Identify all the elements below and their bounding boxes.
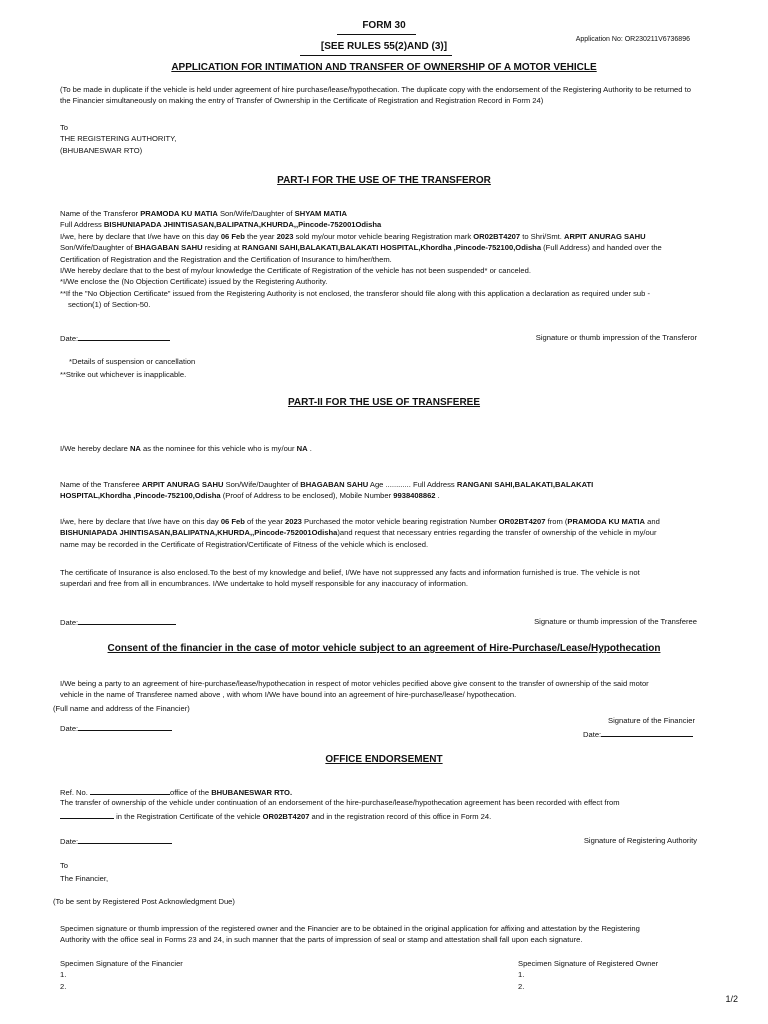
main-title: APPLICATION FOR INTIMATION AND TRANSFER OF OWNERSHIP OF A MOTOR VEHICLE: [171, 62, 597, 73]
transferor-signature-label: Signature or thumb impression of the Transferor: [535, 333, 697, 342]
transferee-residence-line: Son/Wife/Daughter of BHAGABAN SAHU residing at RANGANI SAHI,BALAKATI,BALAKATI HOSPITAL,Khordha ,Pincode-752100,Odisha (Full Address) and handed over the: [60, 243, 662, 253]
financier-specimen: Specimen Signature of the Financier 1. 2.: [60, 959, 183, 991]
ref-number-blank[interactable]: [90, 786, 170, 795]
application-number: Application No: OR230211V6736896: [575, 36, 690, 43]
nominee-value: NA: [129, 444, 141, 453]
suspension-note: *Details of suspension or cancellation: [69, 357, 196, 366]
rto-name: BHUBANESWAR RTO.: [211, 788, 293, 797]
financier-signature-label: Signature of the Financier: [608, 716, 695, 725]
sale-declaration-line: I/we, here by declare that I/we have on this day 06 Feb the year 2023 sold my/our motor vehicle bearing Registration mark OR02BT4207 to Shri/Smt. ARPIT ANURAG SAHU: [60, 231, 646, 241]
addressee-to: To: [60, 123, 69, 132]
transferor-name-line: Name of the Transferor PRAMODA KU MATIA Son/Wife/Daughter of SHYAM MATIA: [60, 209, 347, 218]
mobile-number: 9938408862: [393, 491, 436, 501]
date-blank[interactable]: [78, 332, 170, 341]
part2-date: Date:: [60, 616, 176, 628]
part1-line6: I/We hereby declare that to the best of my/our knowledge the Certificate of Registration of the vehicle has not been suspended* or canceled.: [60, 266, 531, 276]
transferor-address: BISHUNIAPADA JHINTISASAN,BALIPATNA,KHURDA,,Pincode-752001Odisha: [103, 220, 382, 230]
date-blank[interactable]: [78, 616, 176, 625]
part1-line8: **If the "No Objection Certificate" issued from the Registering Authority is not enclosed, the transferor should file along with this application a declaration as required under sub -: [60, 288, 651, 298]
strike-note: **Strike out whichever is inapplicable.: [60, 370, 187, 379]
transferee-address-2: HOSPITAL,Khordha ,Pincode-752100,Odisha: [60, 491, 221, 501]
transferee-signature-label: Signature or thumb impression of the Transferee: [534, 617, 697, 626]
part1-line7: *I/We enclose the (No Objection Certificate) issued by the Registering Authority.: [60, 277, 328, 287]
purchase-declaration: I/we, here by declare that I/we have on this day 06 Feb of the year 2023 Purchased the motor vehicle bearing registration Number OR02BT4207 from (PRAMODA KU MATIA and BISHUNIAPADA JHINTISASAN,BALIPATNA,KHURDA,,Pincode-752001Odisha)and request that necessary entries regarding the transfer of ownership of the vehicle in my/our name may be recorded in the Certificate of Registration/Certificate of Fitness of the vehicle which is enclosed.: [60, 517, 660, 549]
consent-date-right: Date:: [583, 728, 693, 740]
rules-underline: [300, 55, 452, 56]
part1-body: [60, 208, 710, 311]
office-date: Date:: [60, 835, 172, 847]
transferor-address-line: Full Address BISHUNIAPADA JHINTISASAN,BALIPATNA,KHURDA,,Pincode-752001Odisha: [60, 220, 382, 230]
addressee-line2: (BHUBANESWAR RTO): [60, 145, 143, 155]
consent-title: Consent of the financier in the case of motor vehicle subject to an agreement of Hire-Purchase/Lease/Hypothecation: [107, 643, 661, 654]
financier-name-label: (Full name and address of the Financier): [53, 704, 190, 713]
transferee-name: ARPIT ANURAG SAHU: [141, 480, 224, 489]
transferee-parent: BHAGABAN SAHU: [300, 480, 369, 489]
form-title-underline: [337, 34, 416, 35]
date-blank[interactable]: [601, 728, 693, 737]
financier-address: To The Financier,: [60, 861, 109, 883]
ref-line: Ref. No. office of the BHUBANESWAR RTO.: [60, 788, 293, 797]
registered-post-note: (To be sent by Registered Post Acknowledgment Due): [53, 897, 235, 906]
transferee-details: Name of the Transferee ARPIT ANURAG SAHU Son/Wife/Daughter of BHAGABAN SAHU Age ............ Full Address RANGANI SAHI,BALAKATI,BALAKATI HOSPITAL,Khordha ,Pincode-752100,Odisha (Proof of Address to be enclosed), Mobile Number 9938408862 .: [60, 480, 594, 501]
office-title: OFFICE ENDORSEMENT: [325, 754, 443, 765]
part1-line5: Certification of Registration and the Registration and the Certification of Insurance to him/her/them.: [60, 254, 392, 264]
transferee-address-1: RANGANI SAHI,BALAKATI,BALAKATI: [456, 480, 594, 489]
date-blank[interactable]: [78, 722, 172, 731]
seller-name: PRAMODA KU MATIA: [567, 517, 646, 526]
registration-mark: OR02BT4207: [473, 231, 521, 241]
date-blank[interactable]: [78, 835, 172, 844]
addressee-line1: THE REGISTERING AUTHORITY,: [60, 134, 177, 144]
part2-title: PART-II FOR THE USE OF TRANSFEREE: [287, 397, 481, 408]
consent-body: I/We being a party to an agreement of hire-purchase/lease/hypothecation in respect of motor vehicles pecified above give consent to the transfer of ownership of the said motor vehicle in the name of Transferee named above , with whom I/We have bound into an agreement of hire-purchase/lease/ hypothecation.: [60, 679, 649, 700]
part1-line9: section(1) of Section-50.: [68, 300, 151, 310]
insurance-declaration: The certificate of Insurance is also enclosed.To the best of my knowledge and belief, I/We have not suppressed any facts and information furnished is true. The vehicle is not superdari and free from all in encumbrances. I/We undertake to hold myself responsible for any inaccuracy of information.: [60, 568, 640, 589]
transferor-parent: SHYAM MATIA: [294, 209, 347, 218]
office-line3: in the Registration Certificate of the vehicle OR02BT4207 and in the registration record of this office in Form 24.: [60, 810, 491, 822]
effect-date-blank[interactable]: [60, 810, 114, 819]
rules-reference: [SEE RULES 55(2)AND (3)]: [320, 41, 448, 52]
intro-text: (To be made in duplicate if the vehicle is held under agreement of hire purchase/lease/hypothecation. The duplicate copy with the endorsement of the Registering Authority to be returned to the Financier simultaneously on making the entry of Transfer of Ownership in the Certificate of Registration and Registration Record in Form 24): [60, 85, 691, 106]
office-line2: The transfer of ownership of the vehicle under continuation of an endorsement of the hire-purchase/lease/hypothecation agreement has been recorded with effect from: [60, 798, 620, 807]
owner-specimen: Specimen Signature of Registered Owner 1. 2.: [518, 959, 659, 991]
purchase-reg-mark: OR02BT4207: [498, 517, 546, 526]
transferor-name: PRAMODA KU MATIA: [140, 209, 218, 218]
part1-date: Date:: [60, 332, 170, 344]
nominee-line: I/We hereby declare NA as the nominee for this vehicle who is my/our NA .: [60, 444, 312, 453]
specimen-instructions: Specimen signature or thumb impression of the registered owner and the Financier are to be obtained in the original application for affixing and attestation by the Registering Authority with the office seal in Forms 23 and 24, in such manner that the parts of impression of seal or stamp and attestation shall fall upon each signature.: [60, 924, 640, 945]
authority-signature-label: Signature of Registering Authority: [583, 836, 697, 845]
form-title: FORM 30: [362, 20, 406, 31]
page-number: 1/2: [725, 994, 738, 1004]
office-reg-mark: OR02BT4207: [262, 812, 310, 821]
consent-date-left: Date:: [60, 722, 172, 734]
nominee-relation: NA: [296, 444, 308, 453]
part1-title: PART-I FOR THE USE OF THE TRANSFEROR: [277, 175, 491, 186]
seller-address: BISHUNIAPADA JHINTISASAN,BALIPATNA,KHURDA,,Pincode-752001Odisha: [60, 528, 338, 538]
addressee: [60, 122, 176, 156]
